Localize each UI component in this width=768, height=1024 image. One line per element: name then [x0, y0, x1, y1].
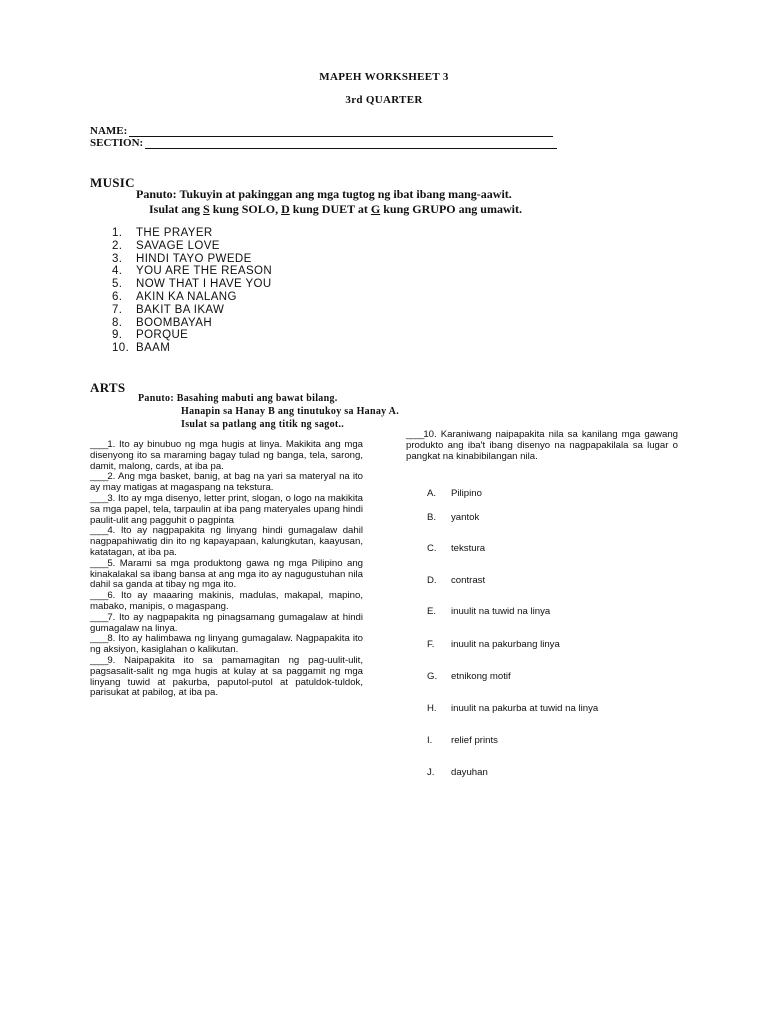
song-list — [112, 227, 272, 355]
section-label: SECTION: — [90, 137, 144, 149]
choice-item — [427, 671, 511, 682]
worksheet-title: MAPEH WORKSHEET 3 — [319, 71, 449, 83]
item-text: 5. Marami sa mga produktong gawa ng mga Pilipino ang kinakalakal sa ibang bansa at ang mga ito ay nagugustuhan nila dahil sa ganda at tibay ng mga ito. — [90, 557, 363, 591]
instr-text: kung DUET at — [289, 202, 371, 216]
item-text: 10. Karaniwang naipapakita nila sa kanilang mga gawang produkto ang iba't ibang disenyo na nagpapakilala sa lugar o pangkat na kinabibilangan nila. — [406, 429, 678, 462]
choice-text: tekstura — [451, 543, 486, 554]
arts-instruction-line-3: Isulat sa patlang ang titik ng sagot.. — [181, 419, 345, 430]
song-item — [112, 227, 272, 240]
arts-instruction-line-1: Panuto: Basahing mabuti ang bawat bilang. — [138, 393, 338, 404]
song-number: 7. — [112, 303, 123, 316]
section-field — [90, 137, 557, 149]
arts-item — [90, 656, 363, 699]
choice-text: relief prints — [451, 735, 498, 746]
song-title: THE PRAYER — [136, 227, 213, 239]
choice-letter: F. — [427, 639, 435, 650]
answer-blank[interactable]: ____ — [90, 557, 108, 569]
name-field — [90, 125, 553, 137]
arts-item-10 — [406, 430, 678, 462]
song-title: SAVAGE LOVE — [136, 239, 220, 252]
answer-blank[interactable]: ____ — [90, 590, 108, 602]
item-text: 9. Naipapakita ito sa pamamagitan ng pag-uulit-ulit, pagsasalit-salit ng mga hugis at kulay at sa paggamit ng mga linyang tuwid at pakurba, paputol-putol at patuldok-tuldok, parisukat at pabilog, at iba pa. — [90, 654, 363, 699]
answer-blank[interactable]: ____ — [90, 439, 108, 450]
song-item — [112, 342, 272, 355]
choice-text: dayuhan — [451, 767, 488, 778]
choice-letter: E. — [427, 606, 437, 617]
choice-letter: D. — [427, 575, 437, 586]
song-title: PORQUE — [136, 329, 189, 342]
song-title: BAKIT BA IKAW — [136, 303, 225, 316]
choice-text: inuulit na pakurba at tuwid na linya — [451, 703, 599, 714]
choice-text: inuulit na pakurbang linya — [451, 639, 560, 650]
choice-item — [427, 575, 485, 586]
choice-item — [427, 703, 598, 714]
song-item — [112, 240, 272, 253]
quarter-title: 3rd QUARTER — [345, 94, 423, 106]
instr-text: kung SOLO, — [209, 202, 282, 216]
song-item — [112, 253, 272, 266]
choice-item — [427, 767, 488, 778]
song-title: BOOMBAYAH — [136, 316, 213, 329]
arts-item — [90, 634, 363, 656]
song-number: 2. — [112, 239, 123, 252]
answer-blank[interactable]: ____ — [90, 525, 108, 537]
song-title: HINDI TAYO PWEDE — [136, 252, 252, 265]
solo-letter: S — [203, 202, 210, 216]
answer-blank[interactable]: ____ — [90, 654, 108, 666]
arts-item — [90, 526, 363, 558]
song-item — [112, 304, 272, 317]
choice-item — [427, 488, 482, 499]
arts-instruction-line-2: Hanapin sa Hanay B ang tinutukoy sa Hanay A. — [181, 406, 399, 417]
answer-blank[interactable]: ____ — [90, 611, 108, 623]
section-blank-line[interactable] — [145, 138, 557, 149]
answer-blank[interactable]: ____ — [406, 429, 424, 440]
column-a-items — [90, 440, 363, 699]
song-number: 6. — [112, 290, 123, 303]
arts-item — [90, 440, 363, 472]
choice-text: Pilipino — [451, 488, 482, 499]
arts-heading: ARTS — [90, 380, 126, 395]
song-item — [112, 291, 272, 304]
choice-item — [427, 735, 498, 746]
arts-item — [90, 591, 363, 613]
choice-item — [427, 512, 479, 523]
choice-text: inuulit na tuwid na linya — [451, 606, 551, 617]
music-instruction-line-2 — [136, 202, 606, 217]
song-number: 9. — [112, 329, 123, 342]
song-number: 5. — [112, 278, 123, 291]
grupo-letter: G — [370, 202, 381, 216]
song-item — [112, 265, 272, 278]
instr-text: Isulat ang — [149, 202, 204, 216]
answer-blank[interactable]: ____ — [90, 633, 108, 645]
arts-item — [90, 613, 363, 635]
answer-blank[interactable]: ____ — [90, 492, 108, 504]
name-label: NAME: — [90, 125, 128, 137]
choice-text: etnikong motif — [451, 671, 511, 682]
answer-blank[interactable]: ____ — [90, 471, 108, 483]
song-item — [112, 317, 272, 330]
choice-item — [427, 639, 560, 650]
choice-letter: G. — [427, 671, 438, 682]
instr-text: kung GRUPO ang umawit. — [380, 202, 522, 216]
song-number: 4. — [112, 265, 123, 278]
duet-letter: D — [281, 202, 290, 216]
item-text: 7. Ito ay nagpapakita ng pinagsamang gumagalaw at hindi gumagalaw na linya. — [90, 611, 363, 634]
music-instructions — [136, 187, 606, 217]
song-number: 1. — [112, 227, 123, 239]
item-text: 1. Ito ay binubuo ng mga hugis at linya. Makikita ang mga disenyong ito sa maraming bagay tulad ng banga, tela, sarong, damit, malong, cards, at iba pa. — [90, 439, 363, 472]
item-text: 4. Ito ay nagpapakita ng linyang hindi gumagalaw dahil nagpapahiwatig din ito ng kapayapaan, kalungkutan, kaayusan, katatagan, at iba pa. — [90, 525, 363, 558]
song-title: YOU ARE THE REASON — [136, 265, 273, 278]
choice-letter: J. — [427, 767, 435, 778]
item-text: 3. Ito ay mga disenyo, letter print, slogan, o logo na makikita sa mga papel, tela, tarpaulin at iba pang materyales upang hindi paulit-ulit ang pagguhit o pagpinta — [90, 492, 363, 526]
song-title: AKIN KA NALANG — [136, 290, 237, 303]
song-number: 3. — [112, 252, 123, 265]
choice-letter: A. — [427, 488, 437, 499]
song-number: 8. — [112, 316, 123, 329]
music-heading: MUSIC — [90, 175, 135, 190]
song-number: 10. — [112, 342, 130, 355]
choice-letter: H. — [427, 703, 437, 714]
song-title: NOW THAT I HAVE YOU — [136, 278, 272, 291]
name-blank-line[interactable] — [129, 126, 553, 137]
choice-text: contrast — [451, 575, 486, 586]
choice-letter: C. — [427, 543, 437, 554]
choice-item — [427, 606, 550, 617]
song-item — [112, 278, 272, 291]
song-item — [112, 329, 272, 342]
item-text: 6. Ito ay maaaring makinis, madulas, makapal, mapino, mabako, manipis, o magaspang. — [90, 590, 363, 612]
song-title: BAAM — [136, 342, 171, 355]
arts-item — [90, 472, 363, 494]
item-text: 8. Ito ay halimbawa ng linyang gumagalaw. Nagpapakita ito ng aksiyon, kasiglahan o kalikutan. — [90, 633, 363, 656]
choice-text: yantok — [451, 512, 480, 523]
choice-letter: I. — [427, 735, 433, 746]
arts-instructions — [138, 392, 399, 431]
choice-item — [427, 543, 485, 554]
arts-item — [90, 559, 363, 591]
choice-letter: B. — [427, 512, 437, 523]
music-instruction-line-1: Panuto: Tukuyin at pakinggan ang mga tugtog ng ibat ibang mang-aawit. — [136, 187, 512, 201]
arts-item — [90, 494, 363, 526]
item-text: 2. Ang mga basket, banig, at bag na yari sa materyal na ito ay may matigas at magaspang na tekstura. — [90, 471, 363, 494]
